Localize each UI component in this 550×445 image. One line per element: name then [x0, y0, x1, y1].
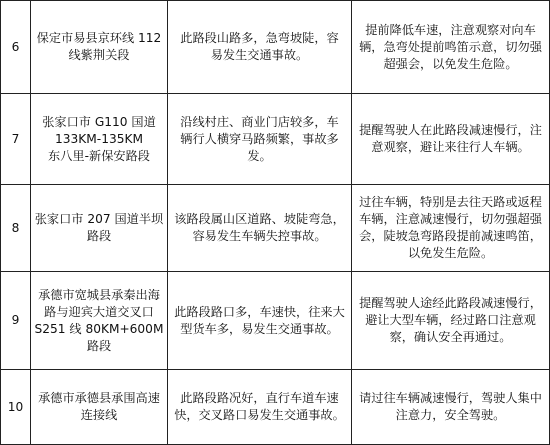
location-cell	[31, 94, 168, 185]
row-number-text: 6	[11, 39, 20, 54]
advice-text: 提醒驾驶人在此路段减速慢行，注 意观察，避让来往行人车辆。	[359, 123, 542, 154]
location-text: 承德市宽城县承秦出海 路与迎宾大道交叉口 S251 线 80KM+600M 路段	[34, 287, 164, 353]
table-row	[1, 1, 550, 94]
location-text: 保定市易县京环线 112 线紫荆关段	[36, 31, 162, 62]
table-row	[1, 370, 550, 445]
reason-cell	[168, 94, 352, 185]
reason-text: 此路段路况好，直行车道车速 快，交叉路口易发生交通事故。	[174, 391, 345, 422]
location-text: 张家口市 207 国道半坝 路段	[34, 212, 164, 243]
reason-text: 沿线村庄、商业门店较多，车 辆行人横穿马路频繁，事故多 发。	[180, 114, 339, 163]
row-number	[1, 94, 31, 185]
row-number	[1, 185, 31, 272]
row-number	[1, 1, 31, 94]
reason-text: 此路段路口多，车速快，往来大 型货车多，易发生交通事故。	[174, 304, 345, 336]
row-number-text: 9	[11, 313, 20, 327]
table-row	[1, 185, 550, 272]
advice-cell	[352, 370, 550, 445]
row-number-text: 7	[11, 131, 20, 146]
location-cell	[31, 272, 168, 370]
advice-text: 提醒驾驶人途经此路段减速慢行， 避让大型车辆，经过路口注意观 察，确认安全再通过。	[359, 296, 542, 344]
location-cell	[31, 1, 168, 94]
table-row	[1, 272, 550, 370]
advice-cell	[352, 1, 550, 94]
reason-text: 此路段山路多，急弯坡陡，容 易发生交通事故。	[180, 31, 339, 62]
reason-cell	[168, 272, 352, 370]
table-row	[1, 94, 550, 185]
location-cell	[31, 185, 168, 272]
advice-cell	[352, 185, 550, 272]
reason-text: 该路段属山区道路、坡陡弯急， 容易发生车辆失控事故。	[174, 212, 345, 243]
advice-cell	[352, 94, 550, 185]
row-number-text: 8	[11, 220, 20, 235]
advice-text: 请过往车辆减速慢行，驾驶人集中 注意力，安全驾驶。	[359, 391, 542, 422]
row-number-text: 10	[7, 399, 24, 414]
location-text: 张家口市 G110 国道 133KM-135KM 东八里-新保安路段	[42, 114, 156, 163]
advice-cell	[352, 272, 550, 370]
row-number	[1, 370, 31, 445]
advice-text: 过往车辆，特别是去往天路或返程 车辆，注意减速慢行，切勿强超强 会，陡坡急弯路段提前减速鸣笛， 以免发生危险。	[359, 195, 542, 260]
advice-text: 提前降低车速，注意观察对向车 辆，急弯处提前鸣笛示意，切勿强 超强会，以免发生危险。	[359, 22, 542, 71]
reason-cell	[168, 185, 352, 272]
row-number	[1, 272, 31, 370]
location-text: 承德市承德县承围高速 连接线	[38, 391, 160, 422]
location-cell	[31, 370, 168, 445]
reason-cell	[168, 370, 352, 445]
reason-cell	[168, 1, 352, 94]
